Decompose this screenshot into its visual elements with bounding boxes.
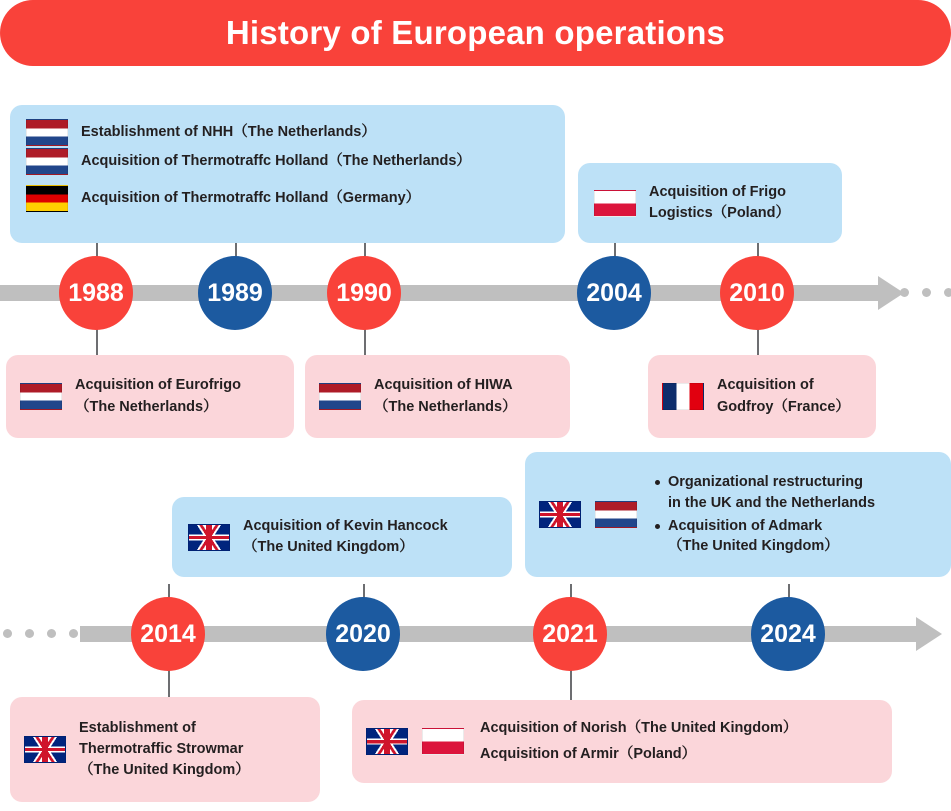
bullet-item (655, 516, 875, 537)
year-label: 2024 (760, 619, 816, 648)
callout-text-block (374, 375, 517, 417)
callout-entry-label: Acquisition of Thermotraffc Holland（The Netherlands） (81, 152, 471, 169)
flag-pair (366, 728, 464, 755)
year-marker-2020[interactable] (326, 597, 400, 671)
timeline-arrow-bottom (916, 617, 942, 651)
year-label: 2010 (729, 278, 785, 307)
year-marker-2014[interactable] (131, 597, 205, 671)
callout-line-1: Establishment of (79, 719, 196, 736)
callout-kevin-hancock (172, 497, 512, 577)
callout-entry (26, 119, 549, 146)
bullet-text: （The United Kingdom） (668, 538, 839, 555)
callout-line-1: Acquisition of HIWA (374, 377, 513, 394)
callout-text-block (75, 375, 241, 417)
year-label: 2020 (335, 619, 391, 648)
callout-line-2: （The United Kingdom） (243, 539, 414, 555)
flag-pair (539, 501, 637, 528)
callout-godfroy (648, 355, 876, 438)
callout-entry (26, 185, 549, 212)
callout-top-left (10, 105, 565, 243)
year-marker-1990[interactable] (327, 256, 401, 330)
callout-frigo-logistics (578, 163, 842, 243)
uk-flag-icon (539, 501, 581, 528)
year-marker-2010[interactable] (720, 256, 794, 330)
uk-flag-icon (188, 524, 230, 551)
callout-text-block (649, 182, 790, 224)
page-title: History of European operations (225, 14, 726, 51)
callout-eurofrigo (6, 355, 294, 438)
year-label: 1988 (68, 278, 124, 307)
callout-line-1: Acquisition of Norish（The United Kingdom） (480, 719, 798, 736)
year-marker-2021[interactable] (533, 597, 607, 671)
page-title-bar (0, 0, 951, 66)
bullet-item-continuation (655, 493, 875, 514)
dot (3, 629, 12, 638)
dot (944, 288, 951, 297)
dot (47, 629, 56, 638)
poland-flag-icon (422, 728, 464, 755)
callout-norish-armir (352, 700, 892, 783)
callout-hiwa (305, 355, 570, 438)
netherlands-flag-icon (595, 501, 637, 528)
year-marker-2004[interactable] (577, 256, 651, 330)
callout-entry (26, 148, 549, 175)
callout-text-block (243, 516, 448, 558)
bullet-text: Organizational restructuring (668, 474, 863, 491)
year-label: 2021 (542, 619, 598, 648)
callout-text-block (717, 375, 850, 417)
uk-flag-icon (24, 736, 66, 763)
callout-text-block (480, 718, 797, 765)
dot (922, 288, 931, 297)
callout-line-1: Acquisition of Frigo (649, 183, 786, 200)
year-label: 2004 (586, 278, 642, 307)
dot (25, 629, 34, 638)
callout-line-1: Acquisition of (717, 377, 814, 394)
callout-line-2: Logistics（Poland） (649, 205, 790, 221)
dot (900, 288, 909, 297)
netherlands-flag-icon (26, 119, 68, 146)
year-label: 1989 (207, 278, 263, 307)
france-flag-icon (662, 383, 704, 410)
callout-strowmar (10, 697, 320, 802)
callout-bullet-list (655, 472, 875, 556)
bullet-text: Acquisition of Admark (668, 517, 823, 534)
netherlands-flag-icon (20, 383, 62, 410)
netherlands-flag-icon (26, 148, 68, 175)
uk-flag-icon (366, 728, 408, 755)
poland-flag-icon (594, 190, 636, 217)
timeline-dots-top (900, 288, 951, 297)
year-marker-2024[interactable] (751, 597, 825, 671)
dot (69, 629, 78, 638)
callout-line-2: Godfroy（France） (717, 398, 850, 415)
netherlands-flag-icon (319, 383, 361, 410)
bullet-item-continuation (655, 536, 875, 557)
bullet-text: in the UK and the Netherlands (668, 494, 876, 511)
callout-line-1: Acquisition of Eurofrigo (75, 377, 241, 394)
germany-flag-icon (26, 185, 68, 212)
callout-line-1: Acquisition of Kevin Hancock (243, 517, 448, 534)
callout-line-2: （The Netherlands） (75, 398, 218, 415)
year-marker-1988[interactable] (59, 256, 133, 330)
year-label: 2014 (140, 619, 196, 648)
callout-uk-nl-restructuring (525, 452, 951, 577)
year-marker-1989[interactable] (198, 256, 272, 330)
callout-entry-label: Acquisition of Thermotraffc Holland（Germany） (81, 189, 421, 206)
callout-line-2: Acquisition of Armir（Poland） (480, 746, 697, 762)
bullet-item (655, 472, 875, 493)
callout-line-2: Thermotraffic Strowmar (79, 740, 244, 757)
year-label: 1990 (336, 278, 392, 307)
timeline-dots-bottom (3, 629, 78, 638)
callout-entry-label: Establishment of NHH（The Netherlands） (81, 123, 376, 140)
callout-line-3: （The United Kingdom） (79, 762, 250, 778)
callout-line-2: （The Netherlands） (374, 398, 517, 415)
callout-text-block (79, 718, 250, 781)
